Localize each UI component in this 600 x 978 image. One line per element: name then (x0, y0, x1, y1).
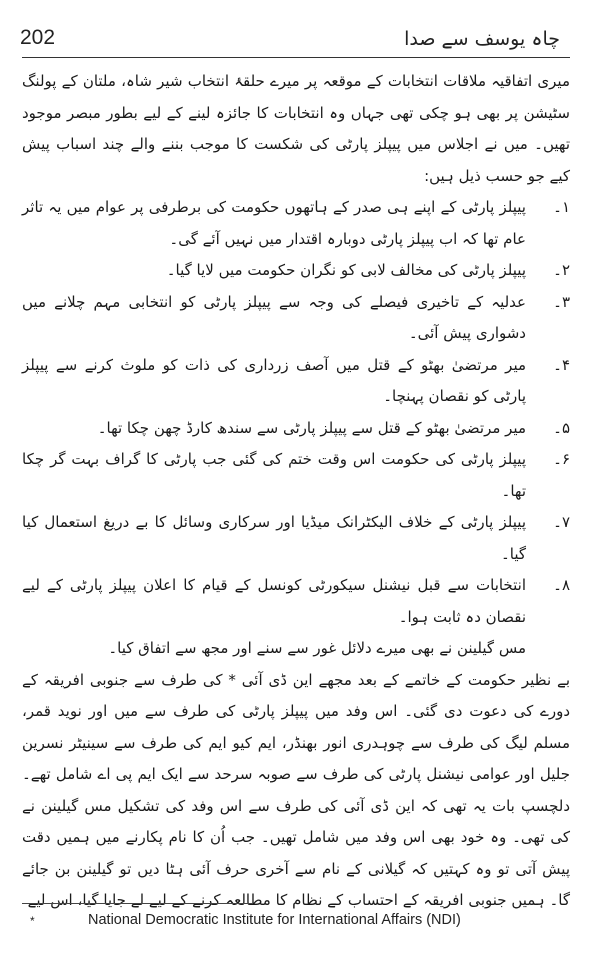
list-text: پیپلز پارٹی کے اپنے ہی صدر کے ہاتھوں حکومت کی برطرفی پر عوام میں یہ تاثر عام تھا کہ اب پیپلز پارٹی دوبارہ اقتدار میں نہیں آئے گی۔ (22, 198, 526, 248)
closing-line: مس گیلینن نے بھی میرے دلائل غور سے سنے اور مجھ سے اتفاق کیا۔ (108, 639, 526, 657)
list-text: پیپلز پارٹی کی حکومت اس وقت ختم کی گئی جب پارٹی کا گراف بہت گر چکا تھا۔ (22, 450, 526, 500)
list-item (22, 192, 570, 255)
list-number: ۵۔ (553, 418, 570, 437)
list-text: عدلیہ کے تاخیری فیصلے کی وجہ سے پیپلز پارٹی کو انتخابی مہم چلانے میں دشواری پیش آئی۔ (22, 292, 526, 342)
list-text: پیپلز پارٹی کی مخالف لابی کو نگران حکومت میں لایا گیا۔ (166, 261, 526, 279)
running-title: چاہ یوسف سے صدا (404, 28, 560, 50)
list-item (22, 350, 570, 413)
list-number: ۳۔ (553, 292, 570, 311)
footnote-marker: * (30, 914, 35, 928)
list-item (22, 507, 570, 570)
list-number: ۷۔ (553, 513, 570, 531)
list-item (22, 444, 570, 507)
footnote-text: National Democratic Institute for International Affairs (NDI) (88, 912, 461, 928)
list-text: انتخابات سے قبل نیشنل سیکورٹی کونسل کے قیام کا اعلان پیپلز پارٹی کے لیے نقصان دہ ثابت ہوا۔ (22, 576, 526, 626)
list-item (22, 287, 570, 350)
reasons-list (22, 192, 570, 633)
page-number: 202 (20, 26, 56, 49)
list-text: پیپلز پارٹی کے خلاف الیکٹرانک میڈیا اور سرکاری وسائل کا بے دریغ استعمال کیا گیا۔ (22, 513, 526, 563)
list-number: ۴۔ (553, 355, 570, 374)
list-number: ۸۔ (553, 576, 570, 594)
list-text: میر مرتضیٰ بھٹو کے قتل میں آصف زرداری کی ذات کو ملوث کرنے سے پیپلز پارٹی کو نقصان پہنچا۔ (22, 355, 526, 405)
list-text: میر مرتضیٰ بھٹو کے قتل سے پیپلز پارٹی سے سندھ کارڈ چھن چکا تھا۔ (97, 418, 526, 437)
final-paragraph: بے نظیر حکومت کے خاتمے کے بعد مجھے این ڈی آئی * کی طرف سے جنوبی افریقہ کے دورے کی دعوت دی گئی۔ اس وفد میں پیپلز پارٹی کی طرف سے میں اور نوید قمر، مسلم لیگ کی طرف سے چوہدری انور بھنڈر، ایم کیو ایم کی طرف سے سینیٹر نسرین جلیل اور عوامی نیشنل پارٹی کی طرف سے صوبہ سرحد سے ایک ایم پی اے شامل تھے۔ دلچسپ بات یہ تھی کہ این ڈی آئی کی طرف سے اس وفد کی تشکیل مس گیلینن نے کی تھی۔ وہ خود بھی اس وفد میں شامل تھیں۔ جب اُن کا نام پکارنے میں ہمیں دقت پیش آتی تو وہ کہتیں کہ گیلانی کے نام سے آخری حرف آئی ہٹا دیں تو گیلینن بن جائے گا۔ ہمیں جنوبی افریقہ کے احتساب کے نظام کا مطالعہ کرنے کے لیے لے جایا گیا، اس لیے (22, 670, 570, 909)
footnote (30, 912, 576, 938)
footnote-divider (22, 903, 252, 904)
list-number: ۱۔ (553, 198, 570, 216)
header-divider (22, 57, 570, 58)
list-item (22, 413, 570, 445)
list-item (22, 570, 570, 633)
intro-paragraph: میری اتفاقیہ ملاقات انتخابات کے موقعہ پر میرے حلقۂ انتخاب شیر شاہ، ملتان کے پولنگ سٹیشن پر بھی ہو چکی تھی جہاں وہ انتخابات کا جائزہ لینے کے لیے بطور مبصر موجود تھیں۔ میں نے اجلاس میں پیپلز پارٹی کی شکست کا موجب بننے والے چند اسباب پیش کیے جو حسب ذیل ہیں: (22, 72, 570, 185)
list-number: ۲۔ (553, 261, 570, 279)
page-header (20, 24, 560, 54)
page-body (22, 66, 570, 917)
list-number: ۶۔ (553, 450, 570, 468)
list-item (22, 255, 570, 287)
